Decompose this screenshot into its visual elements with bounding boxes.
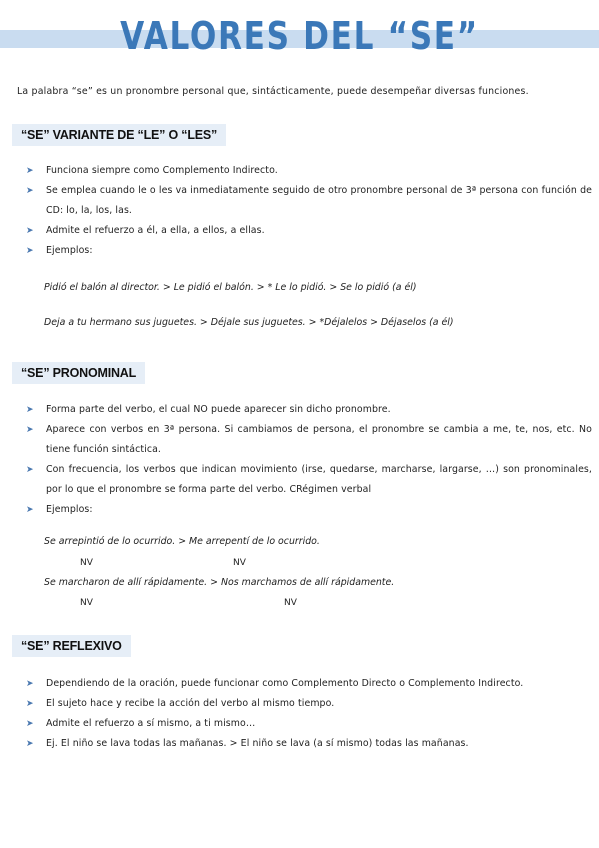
arrow-bullet-icon: ➤ <box>26 166 34 176</box>
example-line: Pidió el balón al director. > Le pidió el balón. > * Le lo pidió. > Se lo pidió (a él) <box>44 282 417 293</box>
list-item: ➤ Funciona siempre como Complemento Indirecto. <box>26 161 592 181</box>
arrow-bullet-icon: ➤ <box>26 405 34 415</box>
list-item: ➤ Forma parte del verbo, el cual NO puede aparecer sin dicho pronombre. <box>26 400 592 420</box>
nv-label: NV <box>284 598 297 608</box>
list-item: ➤ Aparece con verbos en 3ª persona. Si cambiamos de persona, el pronombre se cambia a me, te, nos, etc. No tiene función sintáctica. <box>26 420 592 460</box>
arrow-bullet-icon: ➤ <box>26 739 34 749</box>
arrow-bullet-icon: ➤ <box>26 719 34 729</box>
section-variante-list <box>26 161 592 261</box>
section-pronominal-list <box>26 400 592 520</box>
page-title: VALORES DEL “SE” <box>120 14 479 58</box>
example-line: Deja a tu hermano sus juguetes. > Déjale sus juguetes. > *Déjalelos > Déjaselos (a él) <box>44 317 454 328</box>
arrow-bullet-icon: ➤ <box>26 186 34 196</box>
arrow-bullet-icon: ➤ <box>26 679 34 689</box>
example-line: Se marcharon de allí rápidamente. > Nos marchamos de allí rápidamente. <box>44 577 395 588</box>
section-heading-pronominal: “SE” PRONOMINAL <box>12 362 145 384</box>
arrow-bullet-icon: ➤ <box>26 505 34 515</box>
list-item: ➤ Ejemplos: <box>26 500 592 520</box>
list-item: ➤ El sujeto hace y recibe la acción del verbo al mismo tiempo. <box>26 694 592 714</box>
list-item: ➤ Admite el refuerzo a él, a ella, a ellos, a ellas. <box>26 221 592 241</box>
section-heading-reflexivo: “SE” REFLEXIVO <box>12 635 131 657</box>
section-heading-variante: “SE” VARIANTE DE “LE” O “LES” <box>12 124 226 146</box>
arrow-bullet-icon: ➤ <box>26 699 34 709</box>
intro-paragraph: La palabra “se” es un pronombre personal que, sintácticamente, puede desempeñar diversas funciones. <box>17 86 529 97</box>
section-reflexivo-list <box>26 674 592 754</box>
arrow-bullet-icon: ➤ <box>26 226 34 236</box>
list-item: ➤ Dependiendo de la oración, puede funcionar como Complemento Directo o Complemento Indirecto. <box>26 674 592 694</box>
arrow-bullet-icon: ➤ <box>26 465 34 475</box>
list-item: ➤ Se emplea cuando le o les va inmediatamente seguido de otro pronombre personal de 3ª persona con función de CD: lo, la, los, las. <box>26 181 592 221</box>
arrow-bullet-icon: ➤ <box>26 425 34 435</box>
list-item: ➤ Ejemplos: <box>26 241 592 261</box>
nv-label: NV <box>80 558 93 568</box>
list-item: ➤ Ej. El niño se lava todas las mañanas. > El niño se lava (a sí mismo) todas las mañanas. <box>26 734 592 754</box>
list-item: ➤ Admite el refuerzo a sí mismo, a ti mismo… <box>26 714 592 734</box>
example-line: Se arrepintió de lo ocurrido. > Me arrepentí de lo ocurrido. <box>44 536 320 547</box>
nv-label: NV <box>80 598 93 608</box>
nv-label: NV <box>233 558 246 568</box>
list-item: ➤ Con frecuencia, los verbos que indican movimiento (irse, quedarse, marcharse, largarse, …) son pronominales, por lo que el pronombre se forma parte del verbo. CRégimen verbal <box>26 460 592 500</box>
arrow-bullet-icon: ➤ <box>26 246 34 256</box>
